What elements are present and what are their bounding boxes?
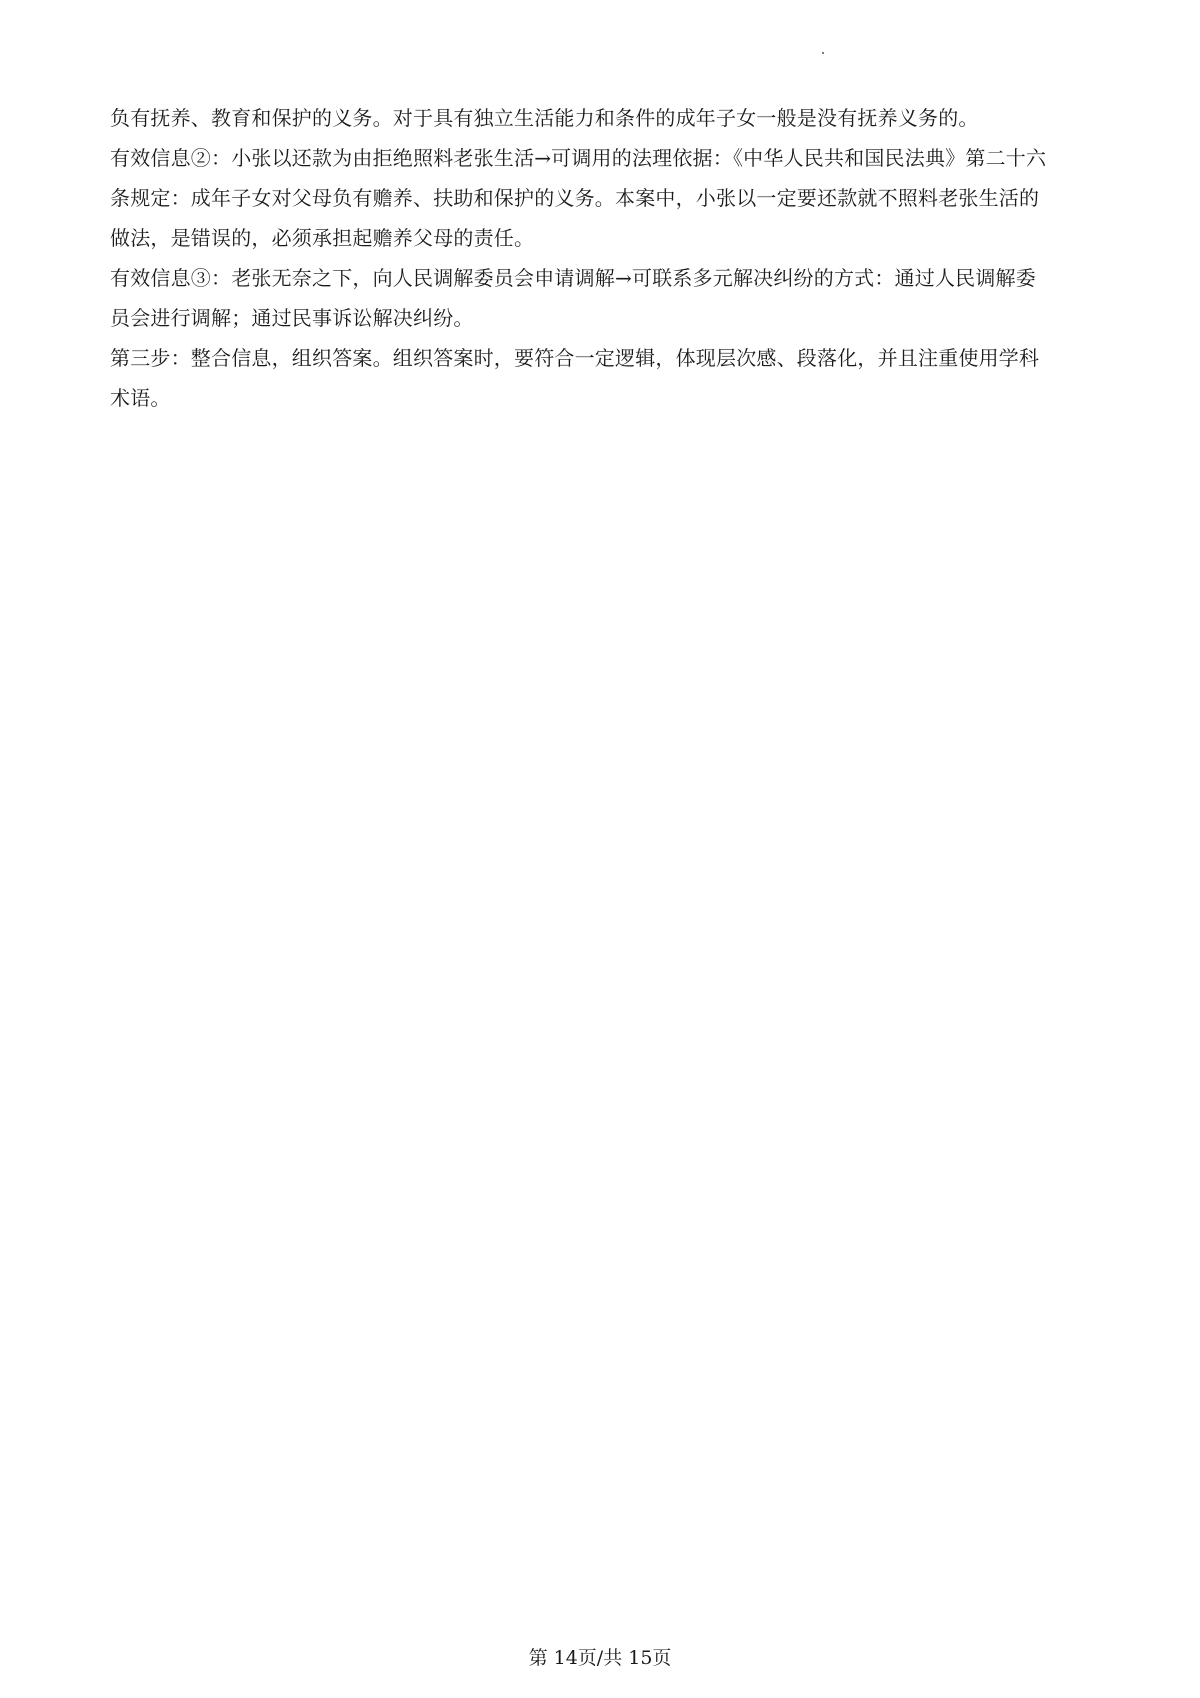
text-line: 条规定：成年子女对父母负有赡养、扶助和保护的义务。本案中，小张以一定要还款就不照料老张生活的 — [110, 186, 1040, 210]
text-line: 负有抚养、教育和保护的义务。对于具有独立生活能力和条件的成年子女一般是没有抚养义务的。 — [110, 106, 979, 130]
text-line: 员会进行调解；通过民事诉讼解决纠纷。 — [110, 306, 474, 330]
text-line: 有效信息③：老张无奈之下，向人民调解委员会申请调解→可联系多元解决纠纷的方式：通过人民调解委 — [110, 266, 1036, 290]
text-line: 第三步：整合信息，组织答案。组织答案时，要符合一定逻辑，体现层次感、段落化，并且注重使用学科 — [110, 346, 1040, 370]
document-body — [110, 98, 1100, 418]
stray-dot-mark — [822, 52, 824, 54]
page-number-footer: 第 14页/共 15页 — [528, 1647, 672, 1669]
text-line: 有效信息②：小张以还款为由拒绝照料老张生活→可调用的法理依据：《中华人民共和国民法典》第二十六 — [110, 146, 1047, 170]
text-line: 术语。 — [110, 386, 171, 410]
text-line: 做法，是错误的，必须承担起赡养父母的责任。 — [110, 226, 535, 250]
